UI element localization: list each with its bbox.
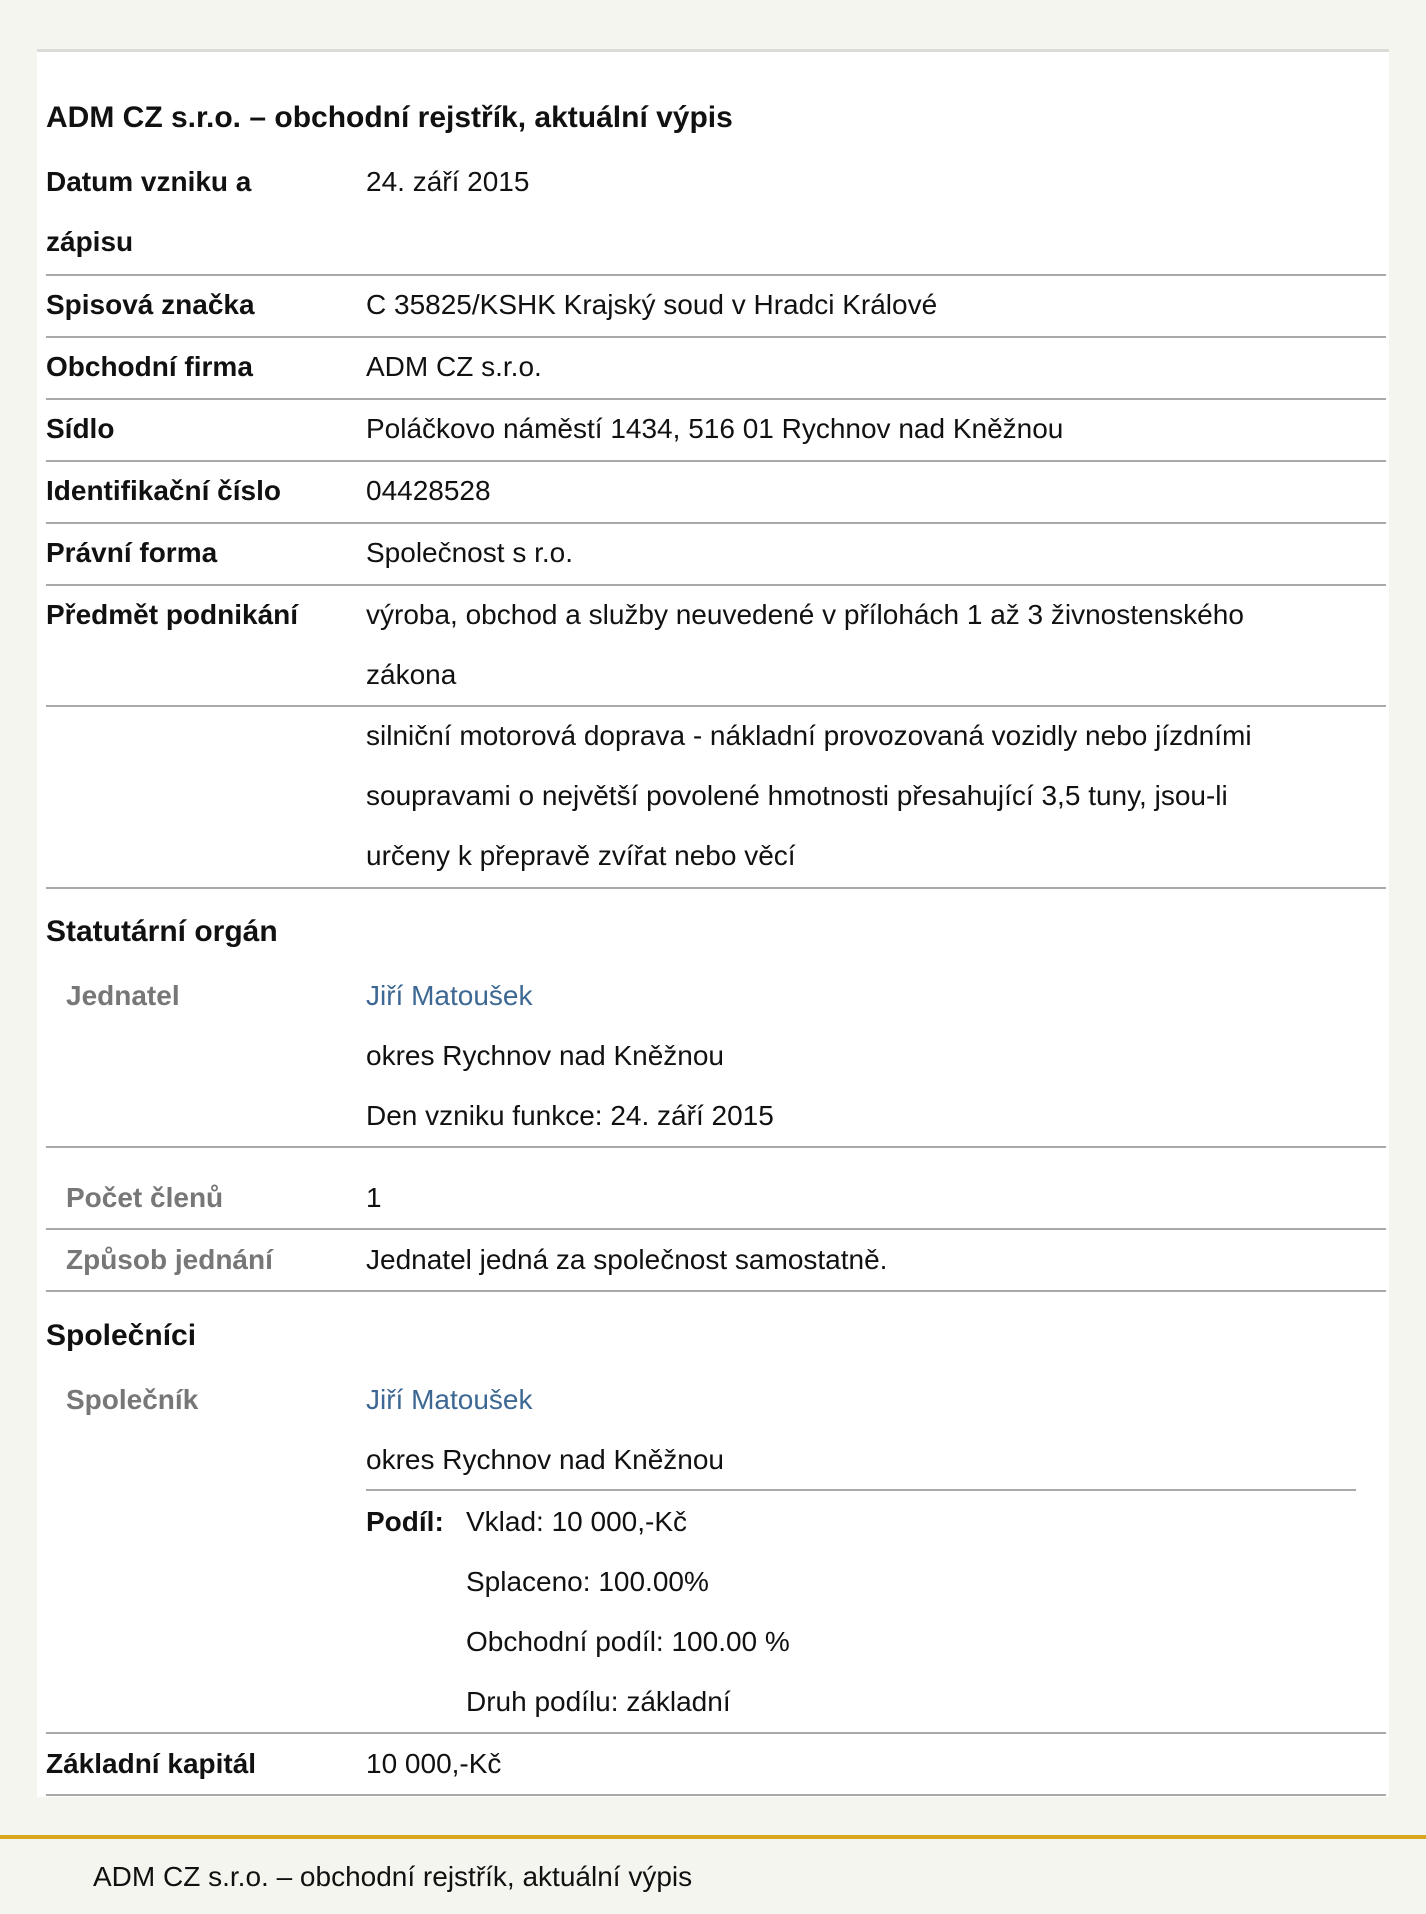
row-value: C 35825/KSHK Krajský soud v Hradci Králové <box>366 289 938 320</box>
row-pocet-clenu <box>46 1168 1386 1230</box>
podil-label: Podíl: <box>366 1506 444 1537</box>
row-value: Jednatel jedná za společnost samostatně. <box>366 1244 888 1275</box>
row-spisova-znacka <box>46 275 1386 338</box>
row-label: Předmět podnikání <box>46 599 299 630</box>
row-label: Jednatel <box>66 980 180 1011</box>
podil-values: Vklad: 10 000,-Kč Splaceno: 100.00% Obchodní podíl: 100.00 % Druh podílu: základní <box>466 1506 790 1717</box>
row-label: Základní kapitál <box>46 1748 257 1779</box>
row-value: 04428528 <box>366 475 491 506</box>
row-value: výroba, obchod a služby neuvedené v přílohách 1 až 3 živnostenského zákona <box>366 599 1244 690</box>
section-statutarni-organ: Statutární orgán <box>46 915 278 948</box>
row-obchodni-firma <box>46 337 1386 400</box>
row-label: Způsob jednání <box>66 1244 273 1275</box>
row-value: 1 <box>366 1182 382 1213</box>
row-zpusob-jednani <box>46 1230 1386 1292</box>
footer-title: ADM CZ s.r.o. – obchodní rejstřík, aktuální výpis <box>93 1861 693 1892</box>
row-label: Společník <box>66 1384 199 1415</box>
row-value: Poláčkovo náměstí 1434, 516 01 Rychnov nad Kněžnou <box>366 413 1064 444</box>
row-value: ADM CZ s.r.o. <box>366 351 542 382</box>
podil-divider <box>366 1489 1356 1491</box>
row-value: Společnost s r.o. <box>366 537 574 568</box>
row-value: silniční motorová doprava - nákladní provozovaná vozidly nebo jízdními soupravami o největší povolené hmotnosti přesahující 3,5 tuny, jsou-li určeny k přepravě zvířat nebo věcí <box>366 720 1252 871</box>
row-pravni-forma <box>46 523 1386 586</box>
row-predmet-podnikani <box>46 585 1386 707</box>
row-jednatel <box>46 966 1386 1148</box>
jednatel-name-link[interactable]: Jiří Matoušek <box>366 980 533 1011</box>
spolecnik-name-link[interactable]: Jiří Matoušek <box>366 1384 533 1415</box>
row-value: 10 000,-Kč <box>366 1748 502 1779</box>
row-value: Jiří Matoušek okres Rychnov nad Kněžnou <box>366 1370 1376 1490</box>
row-value: 24. září 2015 <box>366 166 530 197</box>
footer-bar <box>0 1835 1426 1914</box>
row-zakladni-kapital <box>46 1734 1386 1796</box>
row-label: Datum vzniku a zápisu <box>46 166 252 257</box>
row-label: Identifikační číslo <box>46 475 281 506</box>
row-label: Právní forma <box>46 537 218 568</box>
section-spolecnici: Společníci <box>46 1319 197 1352</box>
row-value: Jiří Matoušek okres Rychnov nad Kněžnou Den vzniku funkce: 24. září 2015 <box>366 966 1376 1146</box>
row-label: Spisová značka <box>46 289 255 320</box>
row-label: Obchodní firma <box>46 351 253 382</box>
page-title: ADM CZ s.r.o. – obchodní rejstřík, aktuální výpis <box>46 101 733 134</box>
row-datum-vzniku <box>46 152 1386 276</box>
row-label: Sídlo <box>46 413 115 444</box>
row-predmet-podnikani-2 <box>46 706 1386 889</box>
row-identifikacni-cislo <box>46 461 1386 524</box>
row-sidlo <box>46 399 1386 462</box>
row-label: Počet členů <box>66 1182 224 1213</box>
